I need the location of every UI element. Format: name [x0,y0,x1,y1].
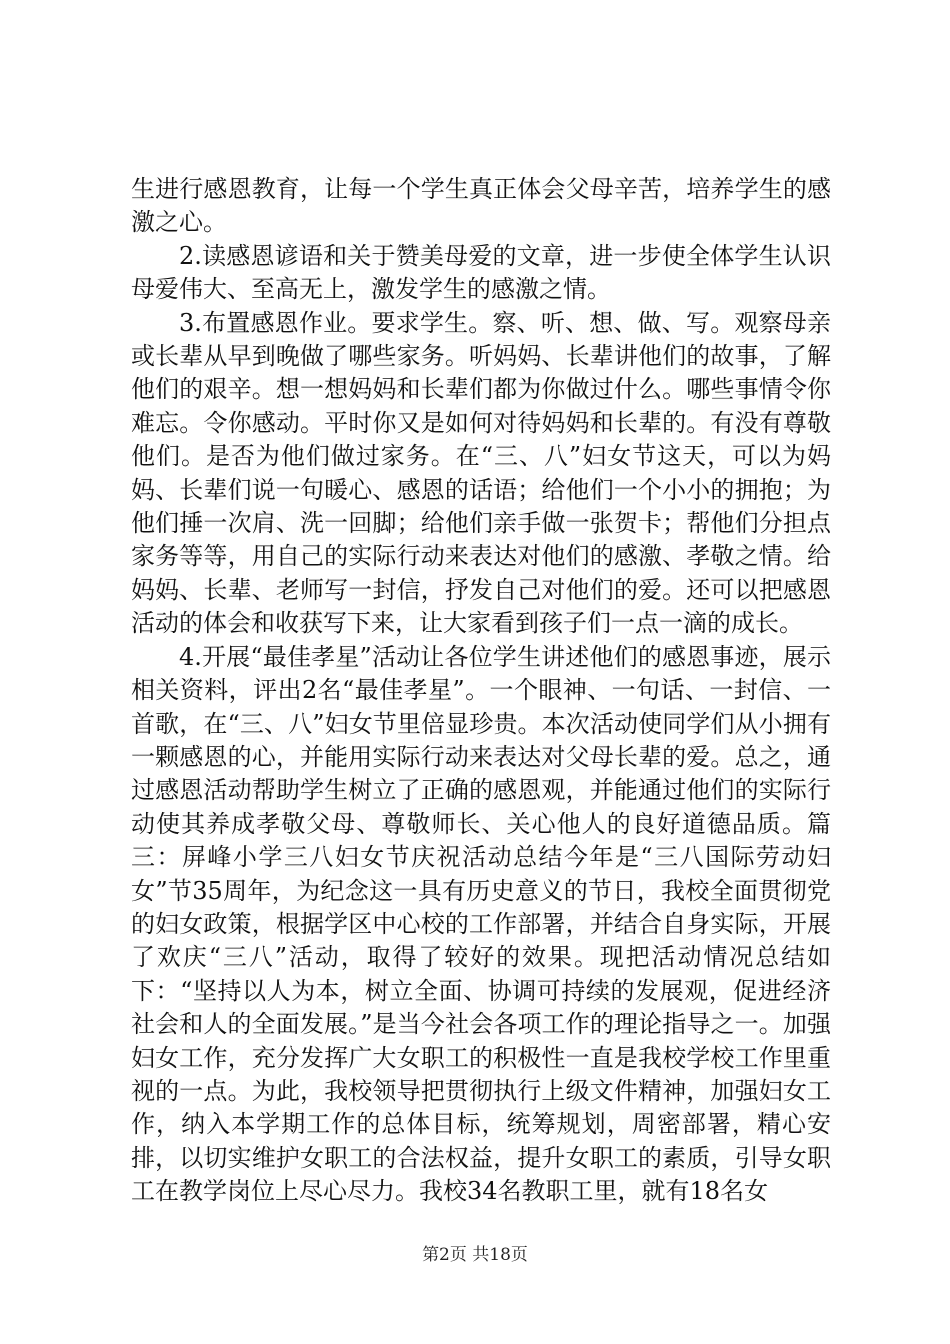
paragraph-2: 2.读感恩谚语和关于赞美母爱的文章，进一步使全体学生认识母爱伟大、至高无上，激发学生的感激之情。 [131,241,831,304]
document-body [131,173,831,1209]
paragraph-1: 生进行感恩教育，让每一个学生真正体会父母辛苦，培养学生的感激之心。 [131,175,831,237]
paragraph-3: 3.布置感恩作业。要求学生。察、听、想、做、写。观察母亲或长辈从早到晚做了哪些家务。听妈妈、长辈讲他们的故事，了解他们的艰辛。想一想妈妈和长辈们都为你做过什么。哪些事情令你难忘。令你感动。平时你又是如何对待妈妈和长辈的。有没有尊敬他们。是否为他们做过家务。在“三、八”妇女节这天，可以为妈妈、长辈们说一句暖心、感恩的话语；给他们一个小小的拥抱；为他们捶一次肩、洗一回脚；给他们亲手做一张贺卡；帮他们分担点家务等等，用自己的实际行动来表达对他们的感激、孝敬之情。给妈妈、长辈、老师写一封信，抒发自己对他们的爱。还可以把感恩活动的体会和收获写下来，让大家看到孩子们一点一滴的成长。 [131,308,831,638]
paragraph-4: 4.开展“最佳孝星”活动让各位学生讲述他们的感恩事迹，展示相关资料，评出2名“最佳孝星”。一个眼神、一句话、一封信、一首歌，在“三、八”妇女节里倍显珍贵。本次活动使同学们从小拥有一颗感恩的心，并能用实际行动来表达对父母长辈的爱。总之，通过感恩活动帮助学生树立了正确的感恩观，并能通过他们的实际行动使其养成孝敬父母、尊敬师长、关心他人的良好道德品质。篇三：屏峰小学三八妇女节庆祝活动总结今年是“三八国际劳动妇女”节35周年，为纪念这一具有历史意义的节日，我校全面贯彻党的妇女政策，根据学区中心校的工作部署，并结合自身实际，开展了欢庆“三八”活动，取得了较好的效果。现把活动情况总结如下：“坚持以人为本，树立全面、协调可持续的发展观，促进经济社会和人的全面发展。”是当今社会各项工作的理论指导之一。加强妇女工作，充分发挥广大女职工的积极性一直是我校学校工作里重视的一点。为此，我校领导把贯彻执行上级文件精神，加强妇女工作，纳入本学期工作的总体目标，统筹规划，周密部署，精心安排，以切实维护女职工的合法权益，提升女职工的素质，引导女职工在教学岗位上尽心尽力。我校34名教职工里，就有18名女 [131,642,831,1206]
page-number-footer: 第2页 共18页 [422,1245,528,1265]
